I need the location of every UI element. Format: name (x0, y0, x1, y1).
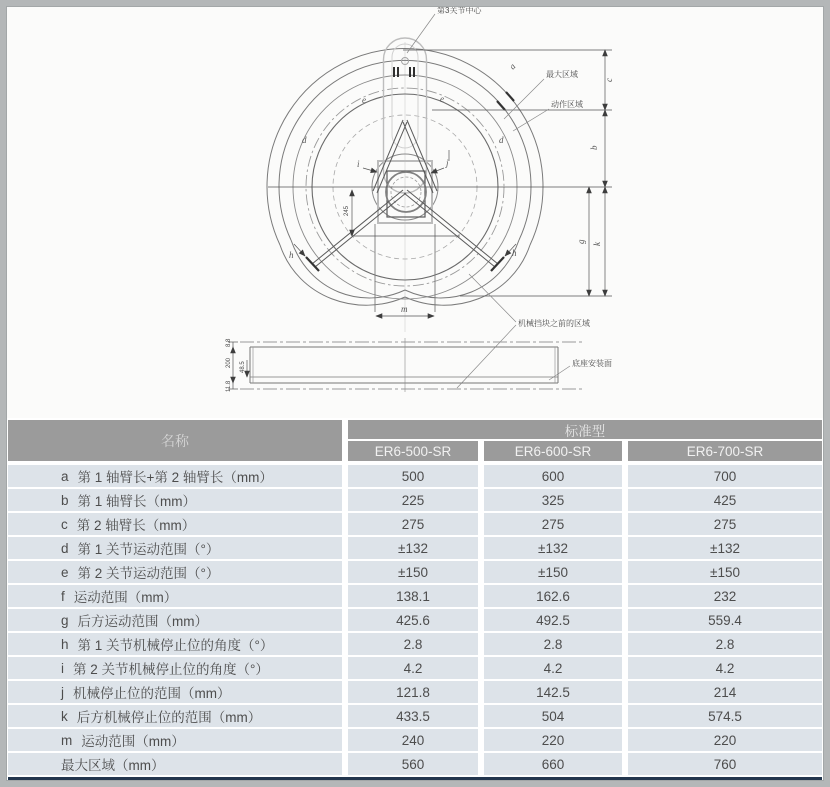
spec-letter: d (61, 540, 69, 556)
spec-label-text: 后方机械停止位的范围（mm） (76, 710, 262, 725)
spec-label-text: 第 1 关节机械停止位的角度（°） (77, 638, 274, 653)
dim-245-label: 245 (344, 205, 350, 216)
spec-label (8, 705, 342, 727)
spec-value: 600 (484, 465, 622, 487)
name-column-header: 名称 (8, 420, 342, 461)
spec-value: 4.2 (628, 657, 822, 679)
spec-value: 574.5 (628, 705, 822, 727)
spec-letter: c (61, 516, 68, 532)
spec-table (8, 420, 822, 781)
spec-label-text: 机械停止位的范围（mm） (73, 686, 231, 701)
spec-label-text: 第 1 轴臂长+第 2 轴臂长（mm） (77, 470, 273, 485)
spec-letter: a (61, 468, 69, 484)
spec-letter: f (61, 588, 65, 604)
spec-label-text: 第 1 轴臂长（mm） (77, 494, 197, 509)
spec-letter: b (61, 492, 69, 508)
spec-value: ±150 (484, 561, 622, 583)
model-header-er6-600-sr: ER6-600-SR (484, 441, 622, 461)
dim-g-label: g (576, 239, 586, 244)
spec-value: 425 (628, 489, 822, 511)
spec-label (8, 465, 342, 487)
table-bottom-accent (8, 777, 822, 781)
spec-label (8, 681, 342, 703)
f-range-ticks (394, 67, 414, 77)
spec-value: 2.8 (628, 633, 822, 655)
spec-value: 240 (348, 729, 478, 751)
dim-e-label-right: e (440, 94, 444, 104)
spec-label-text: 运动范围（mm） (73, 590, 178, 605)
spec-label-text: 第 2 轴臂长（mm） (76, 518, 196, 533)
standard-type-header: 标准型 (348, 420, 822, 439)
spec-value: 425.6 (348, 609, 478, 631)
dim-c-label: c (604, 78, 614, 82)
spec-label (8, 609, 342, 631)
spec-letter: e (61, 564, 69, 580)
model-header-er6-500-sr: ER6-500-SR (348, 441, 478, 461)
top-view (267, 38, 543, 332)
dim-d-label-left: d (302, 135, 307, 145)
spec-value: 2.8 (348, 633, 478, 655)
spec-label (8, 513, 342, 535)
spec-label (8, 561, 342, 583)
spec-value: 4.2 (484, 657, 622, 679)
spec-label (8, 633, 342, 655)
spec-value: 700 (628, 465, 822, 487)
spec-value: ±132 (628, 537, 822, 559)
dim-i-label: i (357, 159, 360, 169)
spec-label (8, 537, 342, 559)
spec-value: ±132 (484, 537, 622, 559)
spec-value: 142.5 (484, 681, 622, 703)
spec-label-text: 后方运动范围（mm） (77, 614, 209, 629)
dim-8-8-label: 8.8 (226, 338, 232, 347)
spec-letter: h (61, 636, 69, 652)
dim-e-label-left: e (362, 95, 366, 105)
spec-value: 162.6 (484, 585, 622, 607)
spec-label-text: 第 2 关节机械停止位的角度（°） (73, 662, 269, 677)
dim-h-label-left: h (289, 250, 294, 260)
spec-letter: k (61, 708, 68, 724)
spec-value: ±150 (628, 561, 822, 583)
spec-value: 560 (348, 753, 478, 775)
spec-value: 559.4 (628, 609, 822, 631)
spec-value: 275 (628, 513, 822, 535)
dimensions (268, 50, 612, 316)
mech-stop-area-label: 机械挡块之前的区域 (518, 319, 590, 328)
dim-a-label: a (507, 61, 518, 72)
dim-k-label: k (592, 242, 602, 246)
dim-48-5-label: 48.5 (240, 361, 246, 373)
dim-j-label: j (446, 158, 449, 168)
spec-label (8, 657, 342, 679)
spec-letter: i (61, 660, 64, 676)
dim-b-label: b (589, 145, 599, 150)
spec-table-body (8, 465, 822, 775)
spec-value: 760 (628, 753, 822, 775)
spec-label (8, 729, 342, 751)
spec-value: 220 (628, 729, 822, 751)
side-view (226, 338, 584, 392)
joint3-center-label: 第3关节中心 (437, 6, 482, 15)
base-mount-surface-label: 底座安装面 (572, 359, 612, 368)
dim-d-label-right: d (499, 135, 504, 145)
dim-h-label-right: h (512, 248, 517, 258)
spec-value: 500 (348, 465, 478, 487)
spec-value: ±150 (348, 561, 478, 583)
spec-label (8, 753, 342, 775)
spec-letter: g (61, 612, 69, 628)
model-header-er6-700-sr: ER6-700-SR (628, 441, 822, 461)
spec-value: 121.8 (348, 681, 478, 703)
spec-value: 232 (628, 585, 822, 607)
dim-m-label: m (401, 304, 408, 314)
spec-value: 220 (484, 729, 622, 751)
spec-value: 660 (484, 753, 622, 775)
dim-200-label: 200 (226, 357, 232, 368)
spec-value: 4.2 (348, 657, 478, 679)
motion-area-label: 动作区域 (551, 100, 583, 109)
spec-label (8, 585, 342, 607)
spec-label-text: 第 1 关节运动范围（°） (77, 542, 220, 557)
spec-label (8, 489, 342, 511)
max-area-label: 最大区域 (546, 70, 578, 79)
spec-value: 325 (484, 489, 622, 511)
spec-table-header (8, 420, 822, 461)
spec-label-text: 第 2 关节运动范围（°） (77, 566, 220, 581)
spec-value: 2.8 (484, 633, 622, 655)
spec-value: 138.1 (348, 585, 478, 607)
spec-letter: j (61, 684, 64, 700)
spec-value: ±132 (348, 537, 478, 559)
spec-letter: m (61, 732, 73, 748)
spec-label-text: 运动范围（mm） (81, 734, 185, 749)
spec-value: 214 (628, 681, 822, 703)
spec-value: 275 (348, 513, 478, 535)
spec-value: 275 (484, 513, 622, 535)
spec-label-text: 最大区域（mm） (61, 758, 165, 773)
dim-11-8-label: 11.8 (226, 380, 232, 392)
spec-value: 225 (348, 489, 478, 511)
spec-value: 492.5 (484, 609, 622, 631)
spec-value: 504 (484, 705, 622, 727)
spec-value: 433.5 (348, 705, 478, 727)
